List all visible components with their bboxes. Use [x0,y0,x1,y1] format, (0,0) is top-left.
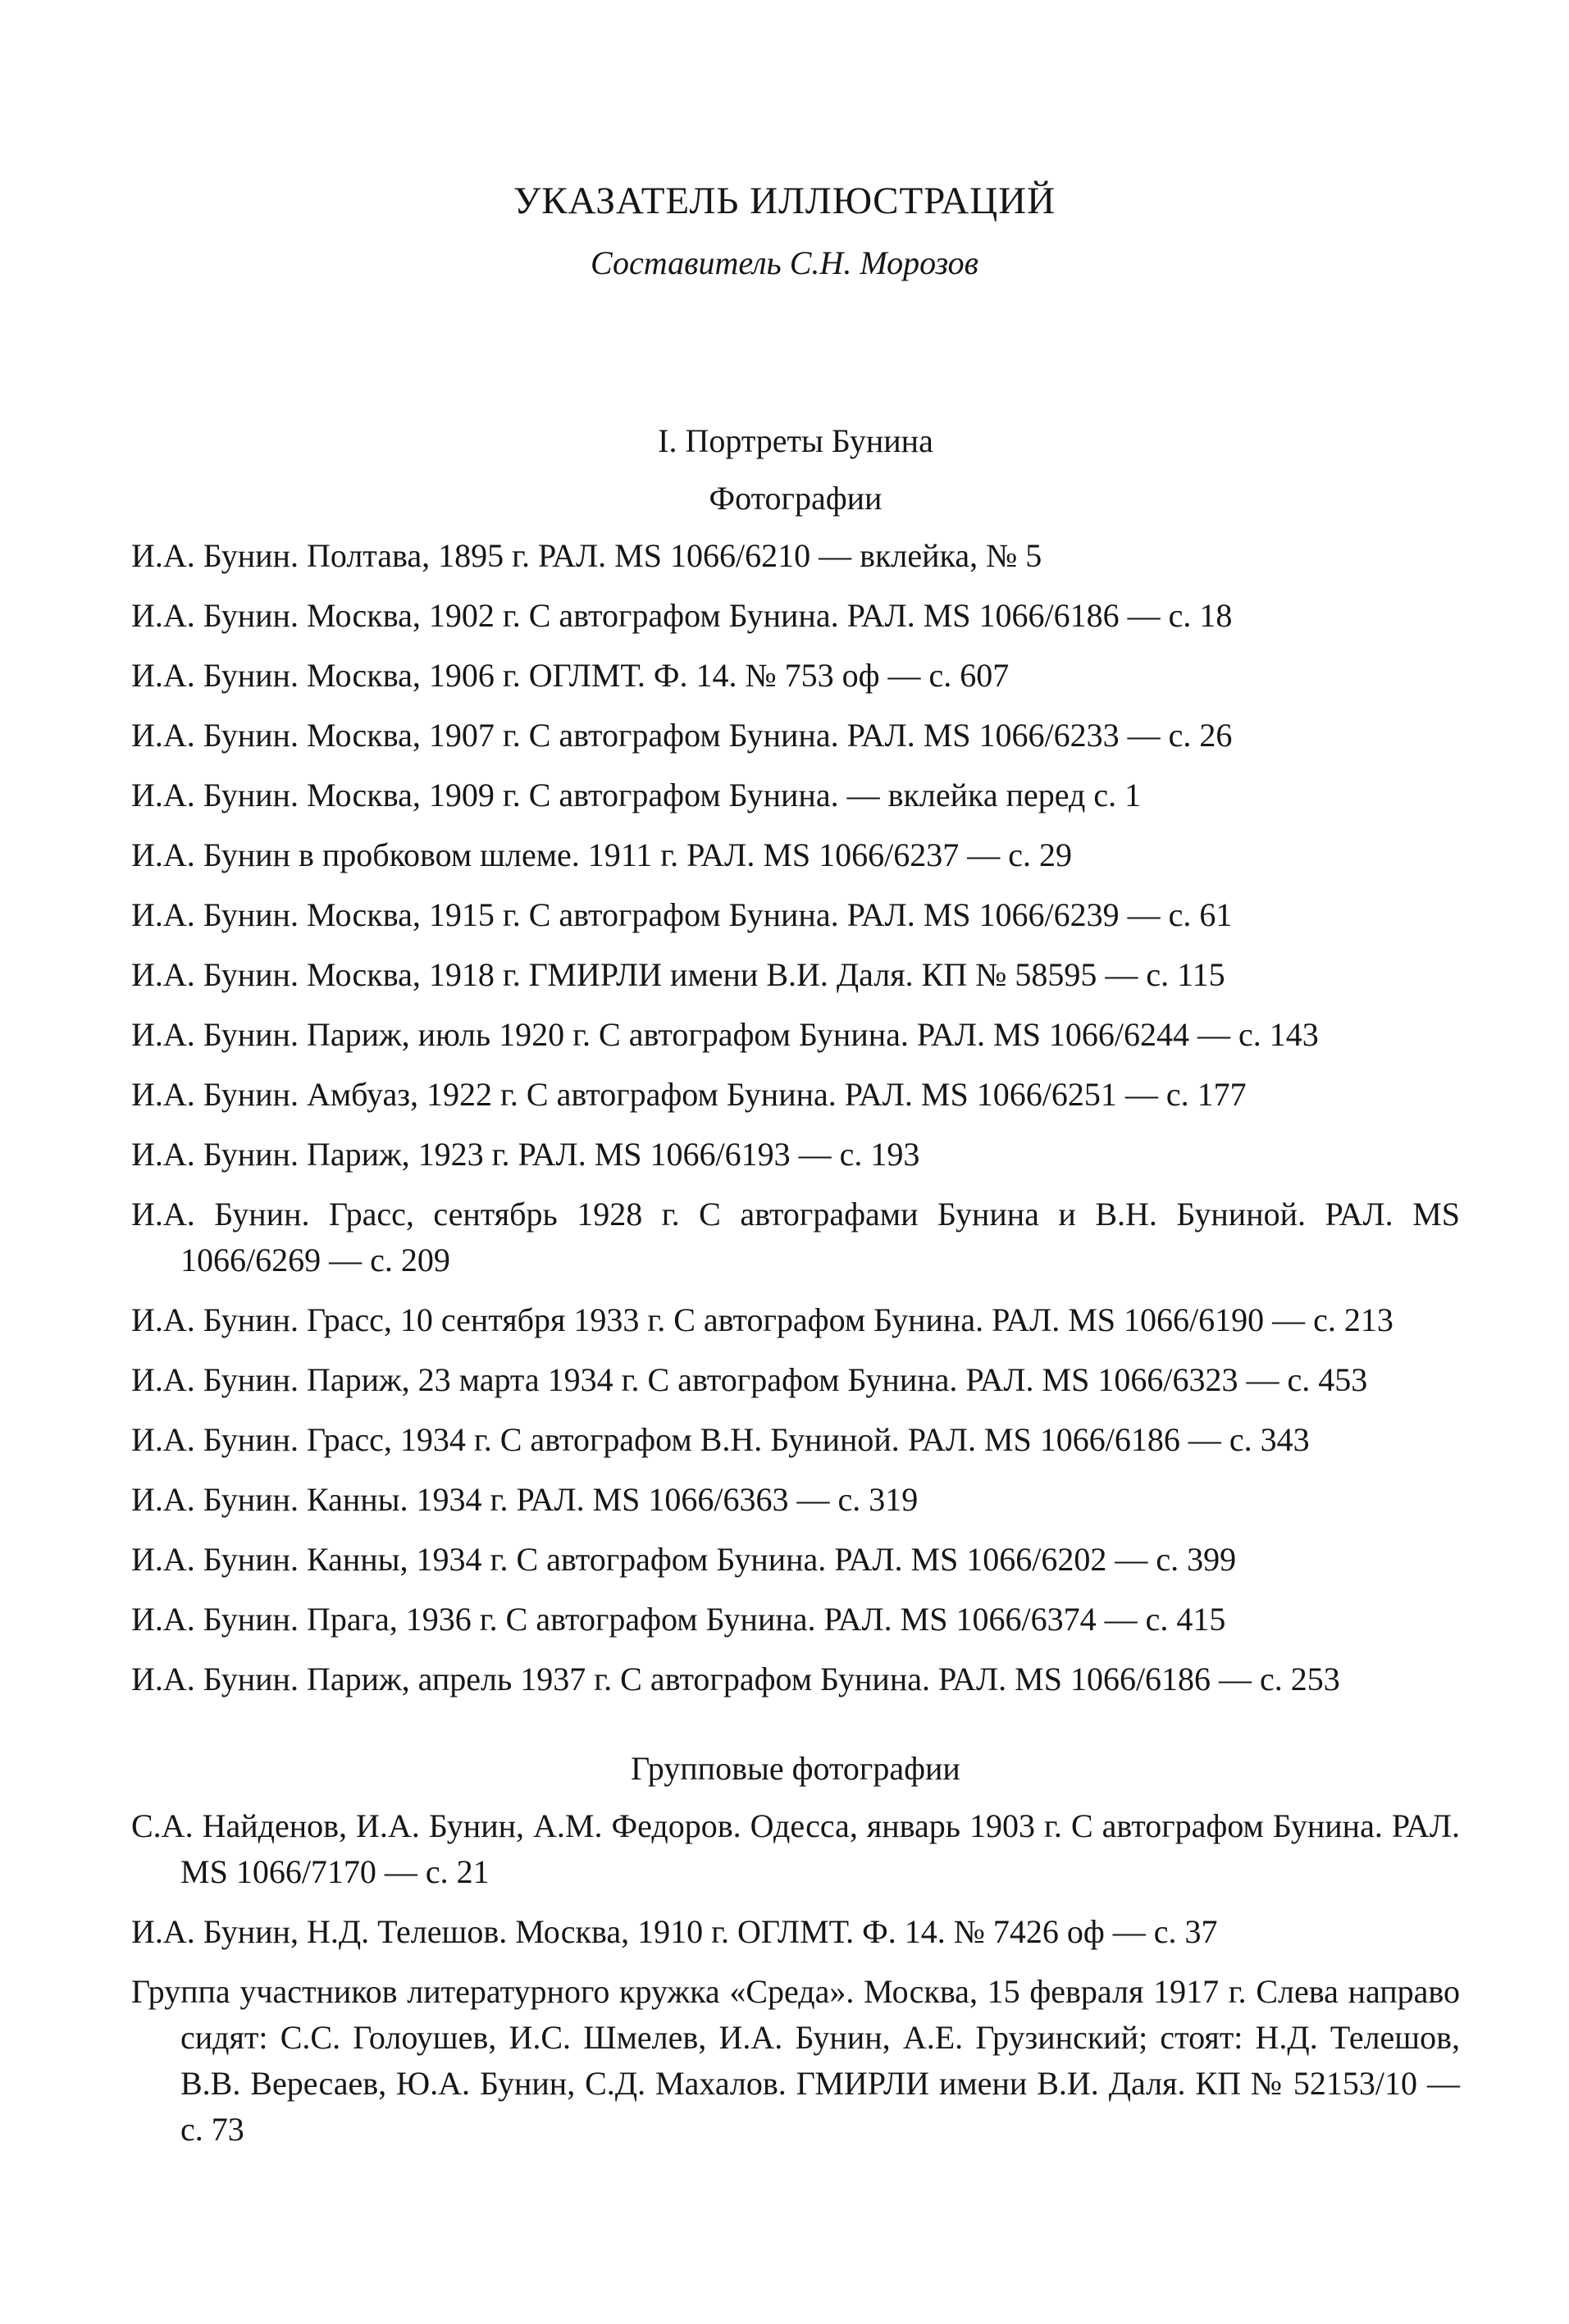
list-item: И.А. Бунин. Париж, 23 марта 1934 г. С автографом Бунина. РАЛ. MS 1066/6323 — с. 453 [131,1361,1368,1398]
list-item: И.А. Бунин. Амбуаз, 1922 г. С автографом Бунина. РАЛ. MS 1066/6251 — с. 177 [131,1076,1247,1113]
list-item: И.А. Бунин. Канны, 1934 г. С автографом Бунина. РАЛ. MS 1066/6202 — с. 399 [131,1541,1237,1578]
list-item: И.А. Бунин, Н.Д. Телешов. Москва, 1910 г. ОГЛМТ. Ф. 14. № 7426 оф — с. 37 [131,1913,1218,1950]
list-item: И.А. Бунин. Москва, 1915 г. С автографом Бунина. РАЛ. MS 1066/6239 — с. 61 [131,896,1233,933]
list-item: И.А. Бунин. Москва, 1907 г. С автографом Бунина. РАЛ. MS 1066/6233 — с. 26 [131,717,1233,754]
list-item: И.А. Бунин. Канны. 1934 г. РАЛ. MS 1066/6363 — с. 319 [131,1481,919,1518]
list-item: И.А. Бунин. Москва, 1909 г. С автографом Бунина. — вклейка перед с. 1 [131,777,1142,813]
document-title: УКАЗАТЕЛЬ ИЛЛЮСТРАЦИЙ [513,180,1056,222]
list-item: И.А. Бунин. Москва, 1902 г. С автографом Бунина. РАЛ. MS 1066/6186 — с. 18 [131,597,1233,634]
section-portraits [131,418,1460,2167]
group-photos-heading: Групповые фотографии [631,1750,960,1787]
list-item: И.А. Бунин. Москва, 1906 г. ОГЛМТ. Ф. 14. № 753 оф — с. 607 [131,657,1010,694]
list-item: И.А. Бунин. Грасс, 1934 г. С автографом В.Н. Буниной. РАЛ. MS 1066/6186 — с. 343 [131,1421,1310,1458]
list-item: И.А. Бунин. Грасс, 10 сентября 1933 г. С автографом Бунина. РАЛ. MS 1066/6190 — с. 213 [131,1301,1393,1338]
section-heading: I. Портреты Бунина [658,422,933,459]
list-item: И.А. Бунин. Москва, 1918 г. ГМИРЛИ имени В.И. Даля. КП № 58595 — с. 115 [131,956,1225,993]
list-item: И.А. Бунин. Париж, июль 1920 г. С автографом Бунина. РАЛ. MS 1066/6244 — с. 143 [131,1016,1319,1053]
list-item: С.А. Найденов, И.А. Бунин, А.М. Федоров. Одесса, январь 1903 г. С автографом Бунина. РАЛ. MS 1066/7170 — с. 21 [131,1807,1460,1890]
group-entry-list [131,1803,1460,2153]
list-item: И.А. Бунин. Полтава, 1895 г. РАЛ. MS 1066/6210 — вклейка, № 5 [131,537,1042,574]
title-block [0,176,1569,288]
list-item: И.А. Бунин. Париж, апрель 1937 г. С автографом Бунина. РАЛ. MS 1066/6186 — с. 253 [131,1661,1340,1697]
list-item: И.А. Бунин в пробковом шлеме. 1911 г. РАЛ. MS 1066/6237 — с. 29 [131,836,1072,873]
list-item: Группа участников литературного кружка «Среда». Москва, 15 февраля 1917 г. Слева направо сидят: С.С. Голоушев, И.С. Шмелев, И.А. Бунин, А.Е. Грузинский; стоят: Н.Д. Телешов, В.В. Вересаев, Ю.А. Бунин, С.Д. Махалов. ГМИРЛИ имени В.И. Даля. КП № 52153/10 — с. 73 [131,1973,1460,2148]
document-compiler: Составитель С.Н. Морозов [591,244,978,281]
list-item: И.А. Бунин. Париж, 1923 г. РАЛ. MS 1066/6193 — с. 193 [131,1136,920,1173]
subsection-heading: Фотографии [709,480,883,517]
list-item: И.А. Бунин. Прага, 1936 г. С автографом Бунина. РАЛ. MS 1066/6374 — с. 415 [131,1601,1226,1638]
list-item: И.А. Бунин. Грасс, сентябрь 1928 г. С автографами Бунина и В.Н. Буниной. РАЛ. MS 1066/6269 — с. 209 [131,1196,1460,1278]
portrait-entry-list [131,533,1460,1702]
